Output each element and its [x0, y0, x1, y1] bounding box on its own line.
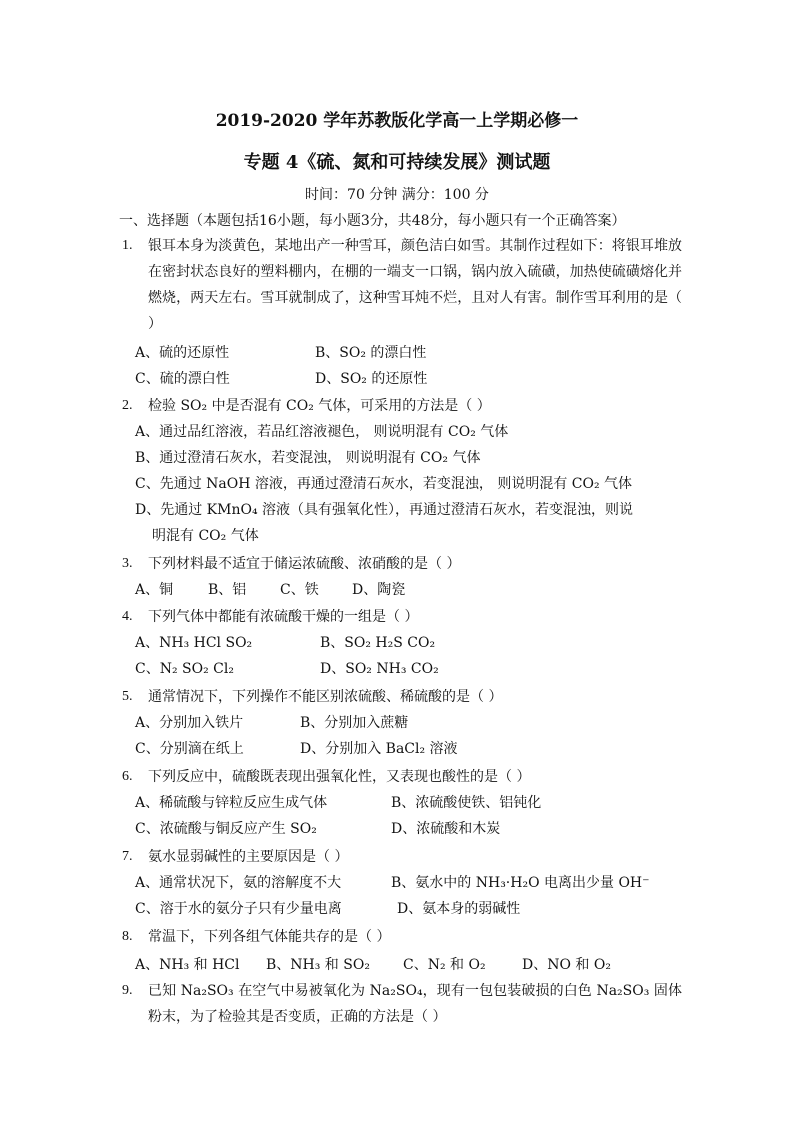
question-stem: 银耳本身为淡黄色，某地出产一种雪耳，颜色洁白如雪。其制作过程如下：将银耳堆放在密封状态良好的塑料棚内，在棚的一端支一口锅，锅内放入硫磺，加热使硫磺熔化并燃烧，两天左右。雪耳就制成了，这种雪耳炖不烂，且对人有害。制作雪耳利用的是（ ）: [148, 238, 682, 332]
option: A、硫的还原性: [135, 345, 230, 361]
option: B、铝: [208, 582, 247, 598]
question-stem: 下列材料最不适宜于储运浓硫酸、浓硝酸的是（ ）: [148, 556, 461, 572]
question-stem: 常温下，下列各组气体能共存的是（ ）: [148, 929, 391, 945]
question-number: 3.: [122, 556, 133, 571]
question-stem: 通常情况下，下列操作不能区别浓硫酸、稀硫酸的是（ ）: [148, 689, 503, 705]
question-stem: 检验 SO₂ 中是否混有 CO₂ 气体，可采用的方法是（ ）: [148, 398, 491, 414]
option: B、NH₃ 和 SO₂: [266, 957, 370, 973]
option: D、SO₂ NH₃ CO₂: [320, 661, 439, 677]
option: B、通过澄清石灰水，若变混浊， 则说明混有 CO₂ 气体: [135, 450, 481, 466]
question-number: 8.: [122, 929, 133, 944]
option: C、铁: [280, 582, 319, 598]
option: A、通常状况下，氨的溶解度不大: [135, 875, 342, 891]
question-stem: 下列气体中都能有浓硫酸干燥的一组是（ ）: [148, 609, 419, 625]
question-7: [122, 844, 682, 870]
option: A、NH₃ 和 HCl: [135, 957, 240, 973]
option: D、浓硫酸和木炭: [391, 821, 501, 837]
question-number: 7.: [122, 849, 133, 864]
question-4: [122, 604, 682, 630]
option: B、SO₂ H₂S CO₂: [320, 635, 436, 651]
option: B、氨水中的 NH₃·H₂O 电离出少量 OH⁻: [391, 875, 650, 891]
option: B、SO₂ 的漂白性: [315, 345, 427, 361]
option: A、通过品红溶液，若品红溶液褪色， 则说明混有 CO₂ 气体: [135, 424, 509, 440]
option: D、分别加入 BaCl₂ 溶液: [300, 741, 458, 757]
option: B、浓硫酸使铁、铝钝化: [391, 795, 542, 811]
option: A、分别加入铁片: [135, 715, 244, 731]
option: C、分别滴在纸上: [135, 741, 244, 757]
question-stem: 氨水显弱碱性的主要原因是（ ）: [148, 849, 349, 865]
option: A、铜: [135, 582, 174, 598]
option: B、分别加入蔗糖: [300, 715, 409, 731]
question-3: [122, 551, 682, 577]
option: D、SO₂ 的还原性: [315, 371, 428, 387]
question-6: [122, 764, 682, 790]
option: C、溶于水的氨分子只有少量电离: [135, 901, 342, 917]
question-2: [122, 393, 682, 419]
option: C、N₂ 和 O₂: [403, 957, 486, 973]
document-title: 2019-2020 学年苏教版化学高一上学期必修一: [215, 111, 579, 131]
question-1: [122, 233, 682, 337]
question-9: [122, 978, 682, 1030]
option: C、N₂ SO₂ Cl₂: [135, 661, 234, 677]
document-subtitle: 专题 4《硫、氮和可持续发展》测试题: [243, 152, 551, 173]
question-8: [122, 924, 682, 950]
option: D、NO 和 O₂: [522, 957, 611, 973]
question-stem: 下列反应中，硫酸既表现出强氧化性，又表现也酸性的是（ ）: [148, 769, 531, 785]
question-number: 6.: [122, 769, 133, 784]
option: C、硫的漂白性: [135, 371, 230, 387]
question-number: 9.: [122, 983, 133, 998]
question-5: [122, 684, 682, 710]
question-number: 2.: [122, 398, 133, 413]
question-number: 1.: [122, 238, 133, 253]
option: C、浓硫酸与铜反应产生 SO₂: [135, 821, 317, 837]
option: C、先通过 NaOH 溶液，再通过澄清石灰水，若变混浊， 则说明混有 CO₂ 气体: [135, 476, 633, 492]
option: D、氨本身的弱碱性: [397, 901, 521, 917]
option: D、先通过 KMnO₄ 溶液（具有强氧化性），再通过澄清石灰水，若变混浊，则说: [135, 502, 634, 518]
question-stem: 已知 Na₂SO₃ 在空气中易被氧化为 Na₂SO₄，现有一包包装破损的白色 Na₂SO₃ 固体粉末，为了检验其是否变质，正确的方法是（ ）: [148, 983, 682, 1025]
question-number: 5.: [122, 689, 133, 704]
section-heading: 一、选择题（本题包括16小题，每小题3分，共48分，每小题只有一个正确答案）: [119, 213, 626, 229]
option: A、NH₃ HCl SO₂: [135, 635, 253, 651]
exam-meta: 时间：70 分钟 满分：100 分: [305, 187, 489, 203]
question-number: 4.: [122, 609, 133, 624]
option-continuation: 明混有 CO₂ 气体: [152, 528, 259, 544]
option: D、陶瓷: [352, 582, 406, 598]
option: A、稀硫酸与锌粒反应生成气体: [135, 795, 328, 811]
